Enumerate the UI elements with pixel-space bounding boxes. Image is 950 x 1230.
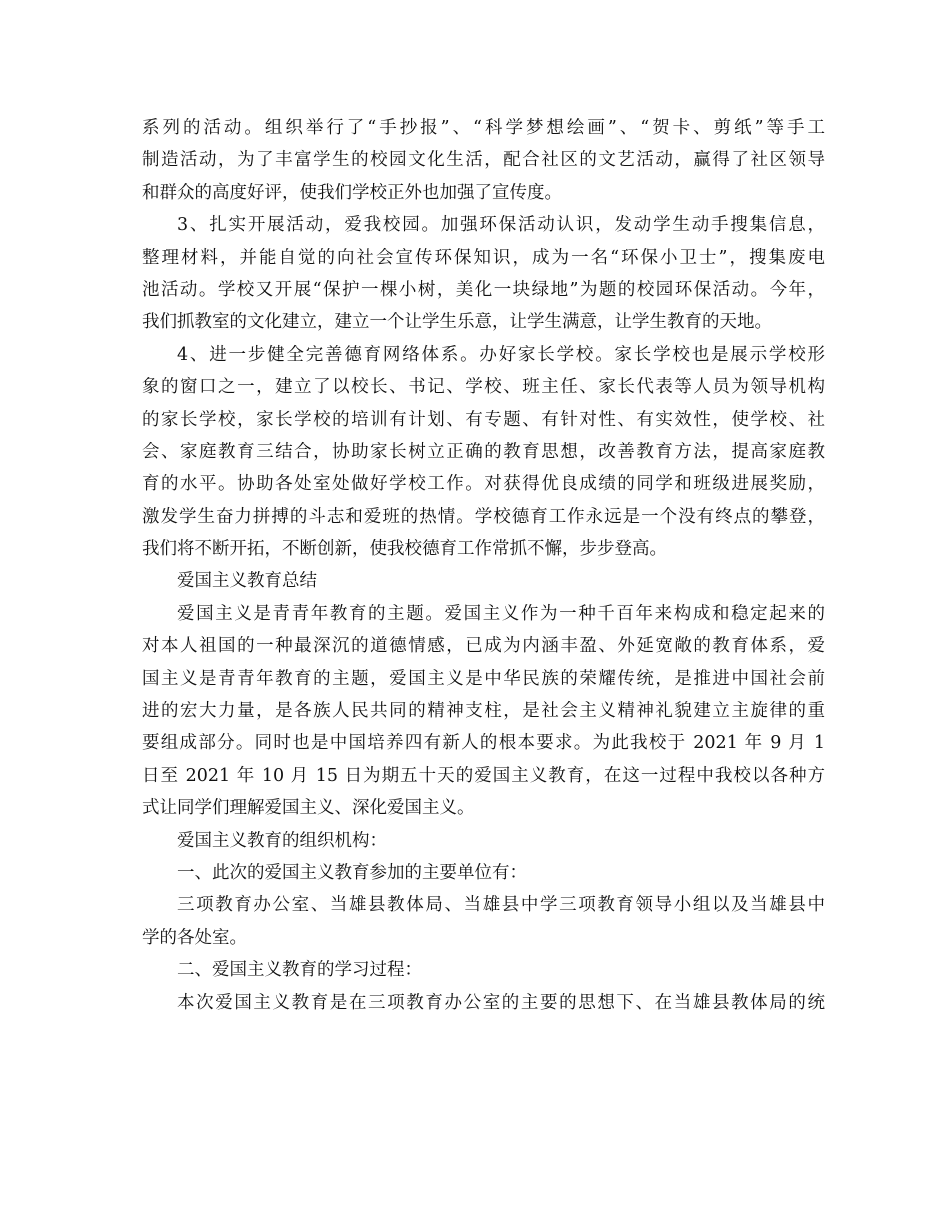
- text-line: 要组成部分。同时也是中国培养四有新人的根本要求。为此我校于 2021 年 9 月 1: [142, 733, 825, 754]
- text-line: 学的各处室。: [142, 927, 247, 948]
- text-line: 一、此次的爱国主义教育参加的主要单位有：: [177, 862, 527, 883]
- text-line: 国主义是青青年教育的主题，爱国主义是中华民族的荣耀传统，是推进中国社会前: [142, 668, 825, 689]
- text-line: 4、进一步健全完善德育网络体系。办好家长学校。家长学校也是展示学校形: [177, 344, 825, 365]
- text-line: 我们抓教室的文化建立，建立一个让学生乐意，让学生满意，让学生教育的天地。: [142, 312, 772, 333]
- text-line: 象的窗口之一，建立了以校长、书记、学校、班主任、家长代表等人员为领导机构: [142, 377, 825, 398]
- text-line: 整理材料，并能自觉的向社会宣传环保知识，成为一名“环保小卫士”，搜集废电: [142, 247, 825, 268]
- document-body: [142, 112, 825, 1019]
- text-line: 3、扎实开展活动，爱我校园。加强环保活动认识，发动学生动手搜集信息，: [177, 215, 825, 236]
- text-line: 式让同学们理解爱国主义、深化爱国主义。: [142, 798, 475, 819]
- text-line: 对本人祖国的一种最深沉的道德情感，已成为内涵丰盈、外延宽敞的教育体系，爱: [142, 636, 825, 657]
- text-line: 爱国主义是青青年教育的主题。爱国主义作为一种千百年来构成和稳定起来的: [177, 603, 825, 624]
- text-line: 制造活动，为了丰富学生的校园文化生活，配合社区的文艺活动，赢得了社区领导: [142, 150, 825, 171]
- text-line: 三项教育办公室、当雄县教体局、当雄县中学三项教育领导小组以及当雄县中: [177, 895, 825, 916]
- text-line: 进的宏大力量，是各族人民共同的精神支柱，是社会主义精神礼貌建立主旋律的重: [142, 701, 825, 722]
- text-line: 和群众的高度好评，使我们学校正外也加强了宣传度。: [142, 182, 562, 203]
- text-line: 爱国主义教育总结: [177, 571, 317, 592]
- text-line: 系列的活动。组织举行了“手抄报”、“科学梦想绘画”、“贺卡、剪纸”等手工: [142, 118, 825, 138]
- text-line: 的家长学校，家长学校的培训有计划、有专题、有针对性、有实效性，使学校、社: [142, 409, 825, 430]
- text-line: 爱国主义教育的组织机构：: [177, 830, 387, 851]
- text-line: 二、爱国主义教育的学习过程：: [177, 960, 422, 981]
- text-line: 育的水平。协助各处室处做好学校工作。对获得优良成绩的同学和班级进展奖励，: [142, 474, 825, 495]
- text-line: 我们将不断开拓，不断创新，使我校德育工作常抓不懈，步步登高。: [142, 539, 667, 560]
- text-line: 池活动。学校又开展“保护一棵小树，美化一块绿地”为题的校园环保活动。今年，: [142, 279, 825, 300]
- text-line: 本次爱国主义教育是在三项教育办公室的主要的思想下、在当雄县教体局的统: [177, 992, 825, 1013]
- text-line: 激发学生奋力拼搏的斗志和爱班的热情。学校德育工作永远是一个没有终点的攀登，: [142, 506, 825, 527]
- text-line: 日至 2021 年 10 月 15 日为期五十天的爱国主义教育，在这一过程中我校以各种方: [142, 765, 825, 786]
- text-line: 会、家庭教育三结合，协助家长树立正确的教育思想，改善教育方法，提高家庭教: [142, 441, 825, 462]
